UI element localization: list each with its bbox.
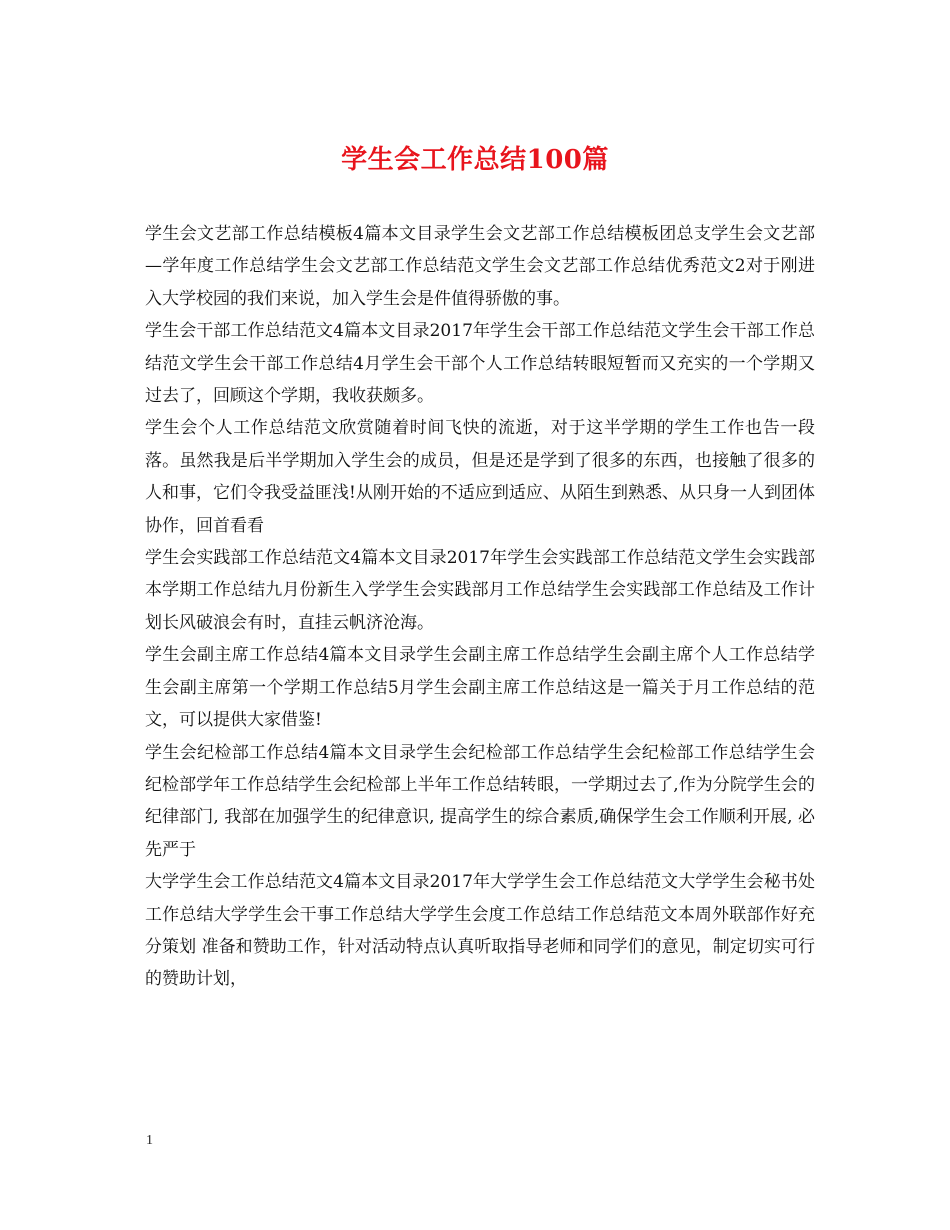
paragraph: 学生会干部工作总结范文4篇本文目录2017年学生会干部工作总结范文学生会干部工作总结范文学生会干部工作总结4月学生会干部个人工作总结转眼短暂而又充实的一个学期又过去了，回顾这个学期，我收获颇多。 — [145, 321, 815, 407]
paragraph: 大学学生会工作总结范文4篇本文目录2017年大学学生会工作总结范文大学学生会秘书处工作总结大学学生会干事工作总结大学学生会度工作总结工作总结范文本周外联部作好充分策划 准备和赞助工作，针对活动特点认真听取指导老师和同学们的意见，制定切实可行的赞助计划， — [145, 872, 815, 990]
paragraph: 学生会实践部工作总结范文4篇本文目录2017年学生会实践部工作总结范文学生会实践部本学期工作总结九月份新生入学学生会实践部月工作总结学生会实践部工作总结及工作计划长风破浪会有时，直挂云帆济沧海。 — [145, 548, 815, 633]
paragraph: 学生会文艺部工作总结模板4篇本文目录学生会文艺部工作总结模板团总支学生会文艺部—学年度工作总结学生会文艺部工作总结范文学生会文艺部工作总结优秀范文2对于刚进入大学校园的我们来说，加入学生会是件值得骄傲的事。 — [145, 224, 815, 309]
paragraph: 学生会个人工作总结范文欣赏随着时间飞快的流逝，对于这半学期的学生工作也告一段落。虽然我是后半学期加入学生会的成员，但是还是学到了很多的东西，也接触了很多的人和事，它们令我受益匪浅!从刚开始的不适应到适应、从陌生到熟悉、从只身一人到团体协作，回首看看 — [145, 418, 815, 536]
page-number: 1 — [146, 1133, 153, 1148]
paragraph: 学生会纪检部工作总结4篇本文目录学生会纪检部工作总结学生会纪检部工作总结学生会纪检部学年工作总结学生会纪检部上半年工作总结转眼，一学期过去了,作为分院学生会的纪律部门, 我部在加强学生的纪律意识, 提高学生的综合素质,确保学生会工作顺利开展, 必先严于 — [145, 742, 815, 860]
document-title: 学生会工作总结100篇 — [341, 145, 609, 175]
document-body — [145, 218, 815, 996]
paragraph: 学生会副主席工作总结4篇本文目录学生会副主席工作总结学生会副主席个人工作总结学生会副主席第一个学期工作总结5月学生会副主席工作总结这是一篇关于月工作总结的范文，可以提供大家借鉴! — [145, 645, 815, 731]
